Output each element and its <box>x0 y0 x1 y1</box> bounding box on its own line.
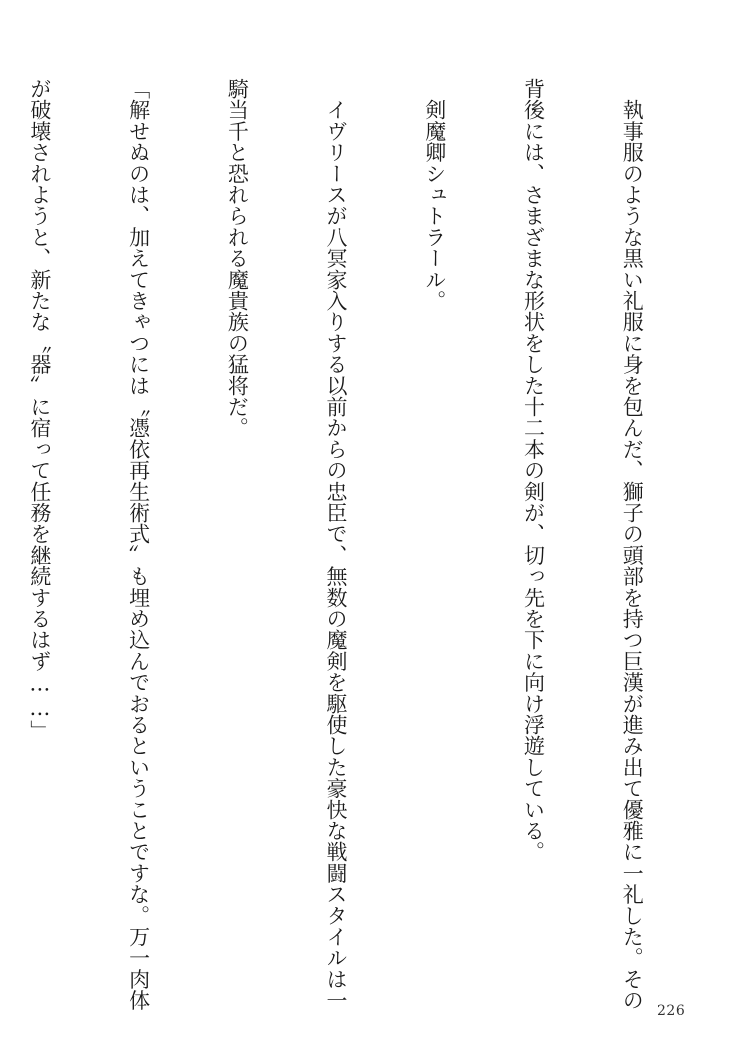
text-line: 背後には、さまざまな形状をした十二本の剣が、切っ先を下に向け浮遊している。 <box>521 78 546 863</box>
page-number: 226 <box>657 1003 686 1019</box>
text-line: 剣魔卿シュトラール。 <box>422 78 447 312</box>
text-line: イヴリースが八冥家入りする以前からの忠臣で、無数の魔剣を駆使した豪快な戦闘スタイルは一 <box>324 78 349 1011</box>
text-line: 「解せぬのは、加えてきゃつには〝憑依再生術式〟も埋め込んでおるということですな。万一肉体 <box>126 78 151 1011</box>
text-line: 執事服のような黒い礼服に身を包んだ、獅子の頭部を持つ巨漢が進み出て優雅に一礼した。その <box>620 78 645 1011</box>
text-line: 騎当千と恐れられる魔貴族の猛将だ。 <box>225 78 250 439</box>
text-line: が破壊されようと、新たな〝器〟に宿って任務を継続するはず……」 <box>27 78 52 742</box>
